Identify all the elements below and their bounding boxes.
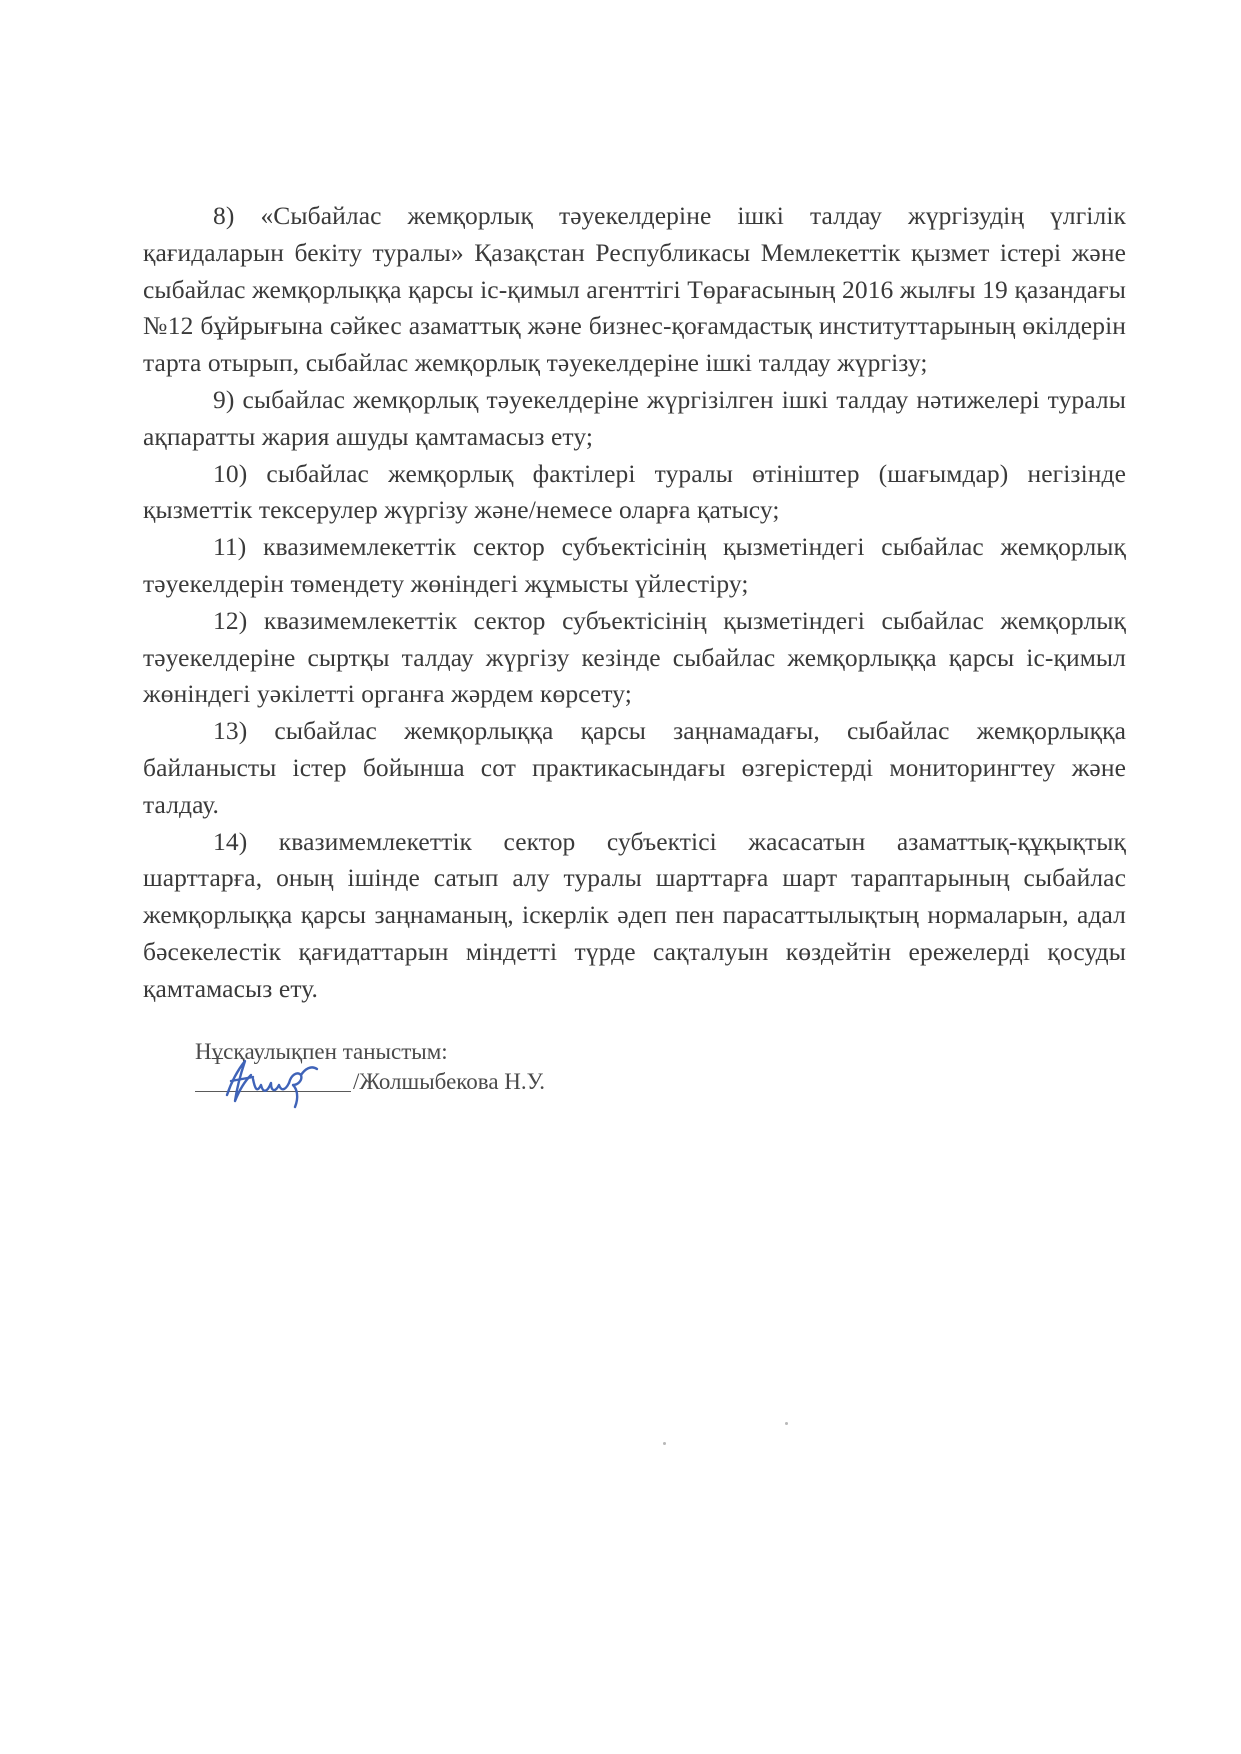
document-body: [143, 198, 1126, 1008]
list-item-11: 11) квазимемлекеттік сектор субъектісінің қызметіндегі сыбайлас жемқорлық тәуекелдерін төмендету жөніндегі жұмысты үйлестіру;: [143, 532, 1126, 598]
signature-block: [195, 1037, 695, 1097]
signer-name: /Жолшыбекова Н.У.: [353, 1069, 545, 1094]
list-item-14: 14) квазимемлекеттік сектор субъектісі жасасатын азаматтық-құқықтық шарттарға, оның ішінде сатып алу туралы шарттарға шарт тараптарының сыбайлас жемқорлыққа қарсы заңнаманың, іскерлік әдеп пен парасаттылықтың нормаларын, адал бәсекелестік қағидаттарын міндетті түрде сақталуын көздейтін ережелерді қосуды қамтамасыз ету.: [143, 826, 1126, 1003]
scan-speck: [663, 1442, 666, 1445]
list-item-9: 9) сыбайлас жемқорлық тәуекелдеріне жүргізілген ішкі талдау нәтижелері туралы ақпаратты жария ашуды қамтамасыз ету;: [143, 384, 1126, 451]
list-item-13: 13) сыбайлас жемқорлыққа қарсы заңнамадағы, сыбайлас жемқорлыққа байланысты істер бойынша сот практикасындағы өзгерістерді мониторингтеу және талдау.: [143, 716, 1126, 819]
list-item-10: 10) сыбайлас жемқорлық фактілері туралы өтініштер (шағымдар) негізінде қызметтік тексерулер жүргізу және/немесе оларға қатысу;: [143, 458, 1126, 525]
handwritten-signature: [217, 1055, 327, 1111]
scan-speck: [785, 1422, 788, 1425]
list-item-8: 8) «Сыбайлас жемқорлық тәуекелдеріне ішкі талдау жүргізудің үлгілік қағидаларын бекіту туралы» Қазақстан Республикасы Мемлекеттік қызмет істері және сыбайлас жемқорлыққа қарсы іс-қимыл агенттігі Төрағасының 2016 жылғы 19 қазандағы №12 бұйрығына сәйкес азаматтық және бизнес-қоғамдастық институттарының өкілдерін тарта отырып, сыбайлас жемқорлық тәуекелдеріне ішкі талдау жүргізу;: [143, 201, 1126, 378]
acknowledgement-label: Нұсқаулықпен таныстым:: [195, 1039, 448, 1064]
list-item-12: 12) квазимемлекеттік сектор субъектісінің қызметіндегі сыбайлас жемқорлық тәуекелдеріне сыртқы талдау жүргізу кезінде сыбайлас жемқорлыққа қарсы іс-қимыл жөніндегі уәкілетті органға жәрдем көрсету;: [143, 605, 1126, 709]
